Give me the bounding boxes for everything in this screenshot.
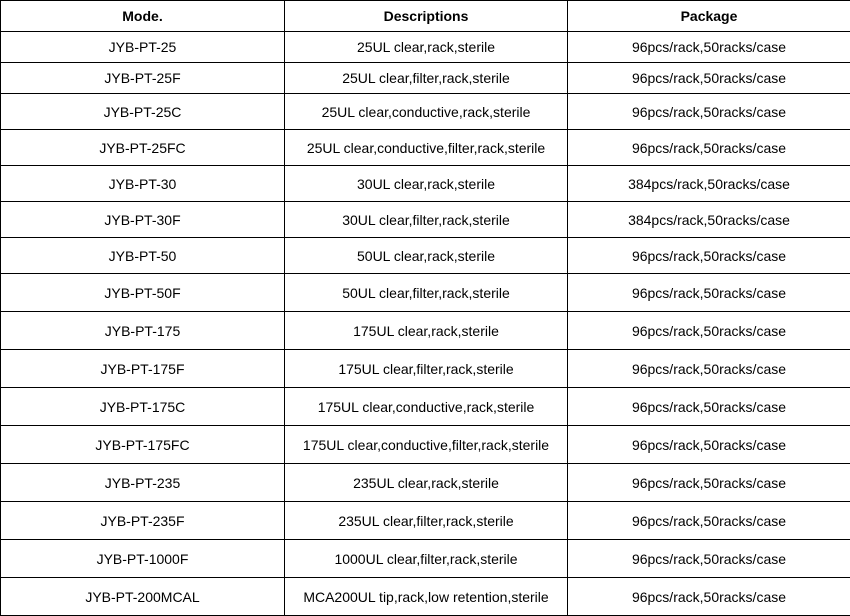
header-package: Package (568, 1, 850, 32)
table-row (1, 464, 850, 502)
cell-mode: JYB-PT-235F (1, 502, 285, 540)
cell-description: 175UL clear,filter,rack,sterile (285, 350, 568, 388)
header-row (1, 1, 850, 32)
cell-mode: JYB-PT-175C (1, 388, 285, 426)
cell-mode: JYB-PT-175FC (1, 426, 285, 464)
cell-package: 96pcs/rack,50racks/case (568, 388, 850, 426)
cell-package: 96pcs/rack,50racks/case (568, 238, 850, 274)
cell-package: 96pcs/rack,50racks/case (568, 578, 850, 616)
table-row (1, 274, 850, 312)
cell-package: 96pcs/rack,50racks/case (568, 130, 850, 166)
cell-description: 175UL clear,rack,sterile (285, 312, 568, 350)
cell-mode: JYB-PT-175 (1, 312, 285, 350)
table-row (1, 63, 850, 94)
cell-mode: JYB-PT-30F (1, 202, 285, 238)
cell-description: 30UL clear,filter,rack,sterile (285, 202, 568, 238)
cell-package: 96pcs/rack,50racks/case (568, 426, 850, 464)
cell-package: 96pcs/rack,50racks/case (568, 32, 850, 63)
cell-package: 96pcs/rack,50racks/case (568, 63, 850, 94)
cell-package: 96pcs/rack,50racks/case (568, 350, 850, 388)
cell-mode: JYB-PT-235 (1, 464, 285, 502)
table-row (1, 94, 850, 130)
table-row (1, 426, 850, 464)
table-row (1, 238, 850, 274)
cell-description: 50UL clear,filter,rack,sterile (285, 274, 568, 312)
cell-mode: JYB-PT-200MCAL (1, 578, 285, 616)
cell-description: 30UL clear,rack,sterile (285, 166, 568, 202)
cell-package: 384pcs/rack,50racks/case (568, 202, 850, 238)
cell-package: 96pcs/rack,50racks/case (568, 274, 850, 312)
table-row (1, 350, 850, 388)
table-row (1, 388, 850, 426)
cell-description: 25UL clear,conductive,filter,rack,sterile (285, 130, 568, 166)
cell-package: 384pcs/rack,50racks/case (568, 166, 850, 202)
table-row (1, 312, 850, 350)
cell-description: 235UL clear,rack,sterile (285, 464, 568, 502)
header-descriptions: Descriptions (285, 1, 568, 32)
cell-description: 175UL clear,conductive,filter,rack,sterile (285, 426, 568, 464)
table-header (1, 1, 850, 32)
cell-description: 50UL clear,rack,sterile (285, 238, 568, 274)
cell-description: 1000UL clear,filter,rack,sterile (285, 540, 568, 578)
cell-mode: JYB-PT-1000F (1, 540, 285, 578)
table-row (1, 32, 850, 63)
cell-package: 96pcs/rack,50racks/case (568, 464, 850, 502)
cell-mode: JYB-PT-25C (1, 94, 285, 130)
table-row (1, 540, 850, 578)
cell-package: 96pcs/rack,50racks/case (568, 502, 850, 540)
cell-package: 96pcs/rack,50racks/case (568, 312, 850, 350)
cell-mode: JYB-PT-50 (1, 238, 285, 274)
cell-mode: JYB-PT-25F (1, 63, 285, 94)
table-body (1, 32, 850, 616)
table-row (1, 130, 850, 166)
cell-description: 25UL clear,conductive,rack,sterile (285, 94, 568, 130)
cell-description: 25UL clear,filter,rack,sterile (285, 63, 568, 94)
cell-description: MCA200UL tip,rack,low retention,sterile (285, 578, 568, 616)
table-row (1, 202, 850, 238)
table-row (1, 502, 850, 540)
cell-package: 96pcs/rack,50racks/case (568, 94, 850, 130)
cell-mode: JYB-PT-25 (1, 32, 285, 63)
header-mode: Mode. (1, 1, 285, 32)
table-row (1, 166, 850, 202)
cell-mode: JYB-PT-175F (1, 350, 285, 388)
cell-package: 96pcs/rack,50racks/case (568, 540, 850, 578)
cell-mode: JYB-PT-30 (1, 166, 285, 202)
table-row (1, 578, 850, 616)
cell-description: 235UL clear,filter,rack,sterile (285, 502, 568, 540)
cell-description: 25UL clear,rack,sterile (285, 32, 568, 63)
cell-mode: JYB-PT-25FC (1, 130, 285, 166)
cell-mode: JYB-PT-50F (1, 274, 285, 312)
cell-description: 175UL clear,conductive,rack,sterile (285, 388, 568, 426)
